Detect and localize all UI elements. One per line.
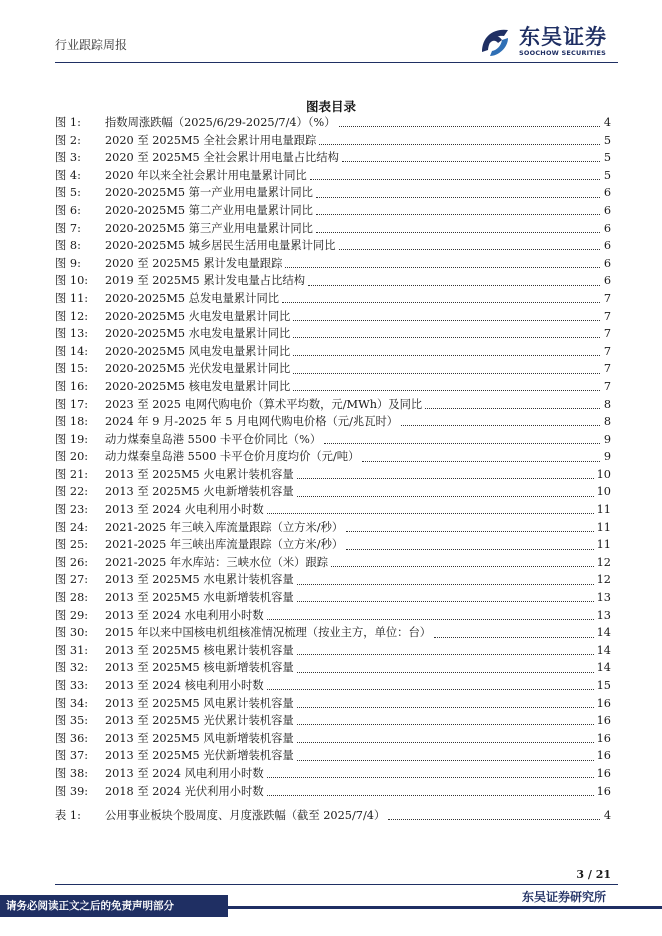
toc-entry-page: 11: [596, 503, 611, 517]
toc-entry-number: 图 3:: [55, 151, 81, 165]
toc-entry-page: 16: [596, 749, 611, 763]
toc-entry-page: 14: [596, 626, 611, 640]
toc-entry-title: 2023 至 2025 电网代购电价（算术平均数，元/MWh）及同比: [105, 397, 423, 411]
toc-entry[interactable]: [55, 642, 611, 660]
toc-leader-dots: [297, 707, 594, 708]
table-list: [55, 807, 611, 825]
toc-entry-number: 图 30:: [55, 626, 89, 640]
toc-entry-page: 6: [603, 203, 611, 217]
toc-entry-title: 2020 年以来全社会累计用电量累计同比: [105, 168, 307, 182]
toc-leader-dots: [316, 214, 600, 215]
toc-entry[interactable]: [55, 712, 611, 730]
toc-leader-dots: [339, 249, 600, 250]
toc-entry-page: 9: [603, 450, 611, 464]
toc-entry-number: 图 9:: [55, 256, 81, 270]
toc-entry-title: 2024 年 9 月-2025 年 5 月电网代购电价格（元/兆瓦时）: [105, 415, 399, 429]
toc-entry-number: 图 33:: [55, 679, 89, 692]
toc-entry-page: 14: [596, 643, 611, 657]
toc-entry-title: 2013 至 2025M5 风电新增装机容量: [105, 731, 294, 745]
toc-entry-title: 2020 至 2025M5 累计发电量跟踪: [105, 256, 283, 270]
toc-entry-number: 图 11:: [55, 291, 89, 305]
toc-entry-title: 2020-2025M5 风电发电量累计同比: [105, 344, 291, 358]
toc-entry-title: 2021-2025 年三峡入库流量跟踪（立方米/秒）: [105, 520, 344, 534]
footer-rule: [55, 884, 618, 885]
toc-entry[interactable]: [55, 413, 611, 431]
toc-entry-title: 2013 至 2025M5 光伏累计装机容量: [105, 714, 294, 728]
toc-entry-title: 公用事业板块个股周度、月度涨跌幅（截至 2025/7/4）: [105, 809, 386, 822]
toc-leader-dots: [362, 461, 600, 462]
toc-entry-title: 2021-2025 年三峡出库流量跟踪（立方米/秒）: [105, 538, 344, 552]
toc-entry[interactable]: [55, 589, 611, 607]
toc-entry-page: 6: [603, 274, 611, 288]
toc-entry-page: 16: [596, 731, 611, 745]
toc-leader-dots: [267, 795, 594, 796]
toc-leader-dots: [297, 601, 594, 602]
toc-leader-dots: [331, 566, 594, 567]
toc-leader-dots: [342, 161, 600, 162]
toc-entry[interactable]: [55, 343, 611, 361]
toc-leader-dots: [346, 549, 593, 550]
toc-entry-page: 13: [596, 591, 611, 605]
toc-entry-number: 图 4:: [55, 168, 81, 182]
toc-entry[interactable]: [55, 554, 611, 572]
toc-entry-title: 动力煤秦皇岛港 5500 卡平仓价同比（%）: [105, 432, 322, 446]
toc-entry[interactable]: [55, 132, 611, 150]
toc-entry[interactable]: [55, 466, 611, 484]
toc-entry-number: 图 8:: [55, 239, 81, 253]
toc-entry-page: 7: [603, 309, 611, 323]
toc-entry[interactable]: [55, 255, 611, 273]
toc-leader-dots: [297, 654, 594, 655]
toc-entry[interactable]: [55, 184, 611, 202]
toc-entry-title: 2015 年以来中国核电机组核准情况梳理（按业主方，单位：台）: [105, 626, 432, 640]
toc-leader-dots: [267, 689, 594, 690]
toc-entry-page: 12: [596, 573, 611, 587]
toc-entry-title: 2020-2025M5 火电发电量累计同比: [105, 309, 291, 323]
toc-leader-dots: [293, 373, 600, 374]
toc-leader-dots: [310, 179, 600, 180]
toc-entry-page: 10: [596, 467, 611, 481]
toc-entry-page: 16: [596, 766, 611, 780]
toc-entry-title: 2020-2025M5 城乡居民生活用电量累计同比: [105, 239, 336, 253]
toc-entry[interactable]: [55, 272, 611, 290]
header-rule: [55, 62, 618, 63]
toc-leader-dots: [324, 443, 600, 444]
toc-entry-page: 4: [603, 809, 611, 822]
toc-entry[interactable]: [55, 237, 611, 255]
toc-entry-number: 图 18:: [55, 415, 89, 429]
toc-entry[interactable]: [55, 149, 611, 167]
toc-entry-number: 图 38:: [55, 766, 89, 780]
toc-entry-number: 图 37:: [55, 749, 89, 763]
toc-entry-page: 6: [603, 239, 611, 253]
page-number: 3 / 21: [576, 868, 611, 881]
toc-entry-title: 指数周涨跌幅（2025/6/29-2025/7/4）（%）: [105, 116, 336, 129]
toc-entry-page: 10: [596, 485, 611, 499]
toc-leader-dots: [297, 584, 594, 585]
toc-entry-number: 图 22:: [55, 485, 89, 499]
toc-leader-dots: [297, 724, 594, 725]
toc-entry[interactable]: [55, 431, 611, 449]
footer-line: [228, 906, 662, 909]
toc-entry-page: 16: [596, 784, 611, 798]
toc-entry-page: 7: [603, 379, 611, 393]
logo-en-text: SOOCHOW SECURITIES: [519, 49, 607, 57]
toc-entry-title: 2013 至 2025M5 风电累计装机容量: [105, 696, 294, 710]
toc-entry-number: 图 13:: [55, 327, 89, 341]
toc-entry-page: 13: [596, 608, 611, 622]
toc-entry[interactable]: [55, 360, 611, 378]
toc-entry[interactable]: [55, 571, 611, 589]
toc-entry[interactable]: [55, 659, 611, 677]
toc-entry-page: 7: [603, 291, 611, 305]
toc-entry-title: 2013 至 2025M5 核电累计装机容量: [105, 643, 294, 657]
toc-entry-number: 图 20:: [55, 450, 89, 464]
toc-entry[interactable]: [55, 167, 611, 185]
toc-entry-title: 2021-2025 年水库站：三峡水位（米）跟踪: [105, 555, 329, 569]
toc-entry-page: 6: [603, 221, 611, 235]
toc-entry[interactable]: [55, 114, 611, 132]
toc-entry-number: 图 21:: [55, 467, 89, 481]
report-type-label: 行业跟踪周报: [55, 38, 128, 52]
toc-entry-page: 6: [603, 186, 611, 200]
toc-entry-number: 图 15:: [55, 362, 89, 376]
toc-entry-title: 2013 至 2024 核电利用小时数: [105, 679, 264, 692]
toc-leader-dots: [293, 355, 600, 356]
toc-entry-number: 图 5:: [55, 186, 81, 200]
toc-entry-title: 2020-2025M5 总发电量累计同比: [105, 291, 280, 305]
figure-list: [55, 114, 611, 800]
toc-leader-dots: [293, 337, 600, 338]
footer-disclaimer[interactable]: 请务必阅读正文之后的免责声明部分: [6, 900, 174, 912]
toc-leader-dots: [282, 302, 600, 303]
toc-entry-number: 图 16:: [55, 379, 89, 393]
logo-cn-text: 东吴证券: [519, 25, 607, 49]
toc-entry-number: 图 19:: [55, 432, 89, 446]
toc-entry-page: 5: [603, 151, 611, 165]
toc-leader-dots: [316, 197, 600, 198]
toc-entry-page: 11: [596, 520, 611, 534]
toc-leader-dots: [267, 619, 594, 620]
toc-entry[interactable]: [55, 519, 611, 537]
toc-entry-page: 5: [603, 133, 611, 147]
toc-entry-title: 2013 至 2025M5 火电累计装机容量: [105, 467, 294, 481]
toc-title: 图表目录: [305, 99, 356, 114]
toc-entry-title: 2013 至 2025M5 水电累计装机容量: [105, 573, 294, 587]
toc-entry[interactable]: [55, 536, 611, 554]
toc-leader-dots: [297, 672, 594, 673]
toc-entry-page: 7: [603, 327, 611, 341]
toc-entry[interactable]: [55, 677, 611, 695]
toc-leader-dots: [316, 232, 600, 233]
toc-entry-title: 2013 至 2024 火电利用小时数: [105, 503, 264, 517]
toc-entry-number: 图 23:: [55, 503, 89, 517]
toc-entry-number: 图 14:: [55, 344, 89, 358]
toc-leader-dots: [285, 267, 600, 268]
toc-entry-number: 图 25:: [55, 538, 89, 552]
toc-entry-title: 2013 至 2025M5 火电新增装机容量: [105, 485, 294, 499]
toc-entry-page: 6: [603, 256, 611, 270]
toc-entry-number: 图 29:: [55, 608, 89, 622]
toc-leader-dots: [308, 285, 600, 286]
toc-entry-page: 9: [603, 432, 611, 446]
toc-leader-dots: [425, 408, 600, 409]
toc-entry[interactable]: [55, 290, 611, 308]
toc-entry-page: 7: [603, 362, 611, 376]
toc-leader-dots: [297, 496, 594, 497]
toc-entry[interactable]: [55, 325, 611, 343]
toc-entry-title: 2013 至 2024 水电利用小时数: [105, 608, 264, 622]
toc-entry[interactable]: [55, 783, 611, 801]
toc-entry-page: 16: [596, 714, 611, 728]
toc-entry-page: 8: [603, 415, 611, 429]
toc-entry[interactable]: [55, 396, 611, 414]
toc-leader-dots: [434, 637, 594, 638]
toc-entry[interactable]: [55, 765, 611, 783]
toc-entry-title: 2020-2025M5 水电发电量累计同比: [105, 327, 291, 341]
toc-leader-dots: [267, 513, 594, 514]
toc-leader-dots: [293, 390, 600, 391]
toc-entry[interactable]: [55, 695, 611, 713]
toc-leader-dots: [388, 819, 600, 820]
toc-leader-dots: [293, 320, 600, 321]
toc-leader-dots: [297, 742, 594, 743]
toc-entry[interactable]: [55, 202, 611, 220]
toc-leader-dots: [339, 126, 600, 127]
toc-entry-page: 16: [596, 696, 611, 710]
toc-entry-title: 2020 至 2025M5 全社会累计用电量占比结构: [105, 151, 339, 165]
toc-entry[interactable]: [55, 501, 611, 519]
toc-entry[interactable]: [55, 448, 611, 466]
toc-entry-number: 图 28:: [55, 591, 89, 605]
toc-entry-title: 2020-2025M5 第一产业用电量累计同比: [105, 186, 313, 200]
toc-entry-number: 图 24:: [55, 520, 89, 534]
toc-entry[interactable]: [55, 747, 611, 765]
toc-entry-number: 图 10:: [55, 274, 89, 288]
toc-entry-title: 动力煤秦皇岛港 5500 卡平仓价月度均价（元/吨）: [105, 450, 360, 464]
toc-entry[interactable]: [55, 730, 611, 748]
soochow-logo: [476, 22, 626, 60]
toc-entry-title: 2020 至 2025M5 全社会累计用电量跟踪: [105, 133, 317, 147]
toc-leader-dots: [267, 777, 594, 778]
toc-entry-page: 12: [596, 555, 611, 569]
toc-entry-number: 图 26:: [55, 555, 89, 569]
toc-entry-title: 2020-2025M5 光伏发电量累计同比: [105, 362, 291, 376]
toc-entry[interactable]: [55, 483, 611, 501]
toc-entry[interactable]: [55, 807, 611, 825]
toc-entry-number: 图 2:: [55, 133, 81, 147]
toc-entry-number: 图 1:: [55, 116, 81, 129]
toc-leader-dots: [346, 531, 593, 532]
toc-entry-page: 8: [603, 397, 611, 411]
toc-entry-number: 图 35:: [55, 714, 89, 728]
toc-entry[interactable]: [55, 624, 611, 642]
toc-entry-page: 14: [596, 661, 611, 675]
soochow-logo-icon: [476, 22, 514, 60]
toc-entry-title: 2019 至 2025M5 累计发电量占比结构: [105, 274, 305, 288]
toc-entry-title: 2013 至 2025M5 水电新增装机容量: [105, 591, 294, 605]
toc-leader-dots: [297, 478, 594, 479]
toc-entry[interactable]: [55, 607, 611, 625]
footer-institute: 东吴证券研究所: [521, 890, 606, 904]
toc-entry-title: 2020-2025M5 核电发电量累计同比: [105, 379, 291, 393]
toc-entry-title: 2013 至 2024 风电利用小时数: [105, 766, 264, 780]
toc-entry-number: 图 7:: [55, 221, 81, 235]
toc-entry-page: 4: [603, 116, 611, 129]
toc-entry-number: 图 12:: [55, 309, 89, 323]
toc-entry-number: 图 27:: [55, 573, 89, 587]
toc-entry-number: 图 36:: [55, 731, 89, 745]
toc-entry[interactable]: [55, 378, 611, 396]
toc-leader-dots: [401, 425, 600, 426]
toc-leader-dots: [319, 144, 600, 145]
toc-entry-number: 图 6:: [55, 203, 81, 217]
toc-entry-page: 15: [596, 679, 611, 692]
toc-entry-title: 2020-2025M5 第三产业用电量累计同比: [105, 221, 313, 235]
toc-entry-number: 图 34:: [55, 696, 89, 710]
toc-entry-title: 2013 至 2025M5 光伏新增装机容量: [105, 749, 294, 763]
toc-entry-title: 2018 至 2024 光伏利用小时数: [105, 784, 264, 798]
toc-entry-number: 图 32:: [55, 661, 89, 675]
toc-entry-page: 11: [596, 538, 611, 552]
toc-entry-page: 7: [603, 344, 611, 358]
toc-entry-number: 图 17:: [55, 397, 89, 411]
toc-entry-number: 表 1:: [55, 809, 81, 822]
toc-entry-title: 2013 至 2025M5 核电新增装机容量: [105, 661, 294, 675]
toc-entry[interactable]: [55, 308, 611, 326]
toc-entry-number: 图 31:: [55, 643, 89, 657]
toc-entry-page: 5: [603, 168, 611, 182]
toc-entry[interactable]: [55, 220, 611, 238]
toc-entry-title: 2020-2025M5 第二产业用电量累计同比: [105, 203, 313, 217]
toc-leader-dots: [297, 760, 594, 761]
toc-entry-number: 图 39:: [55, 784, 89, 798]
